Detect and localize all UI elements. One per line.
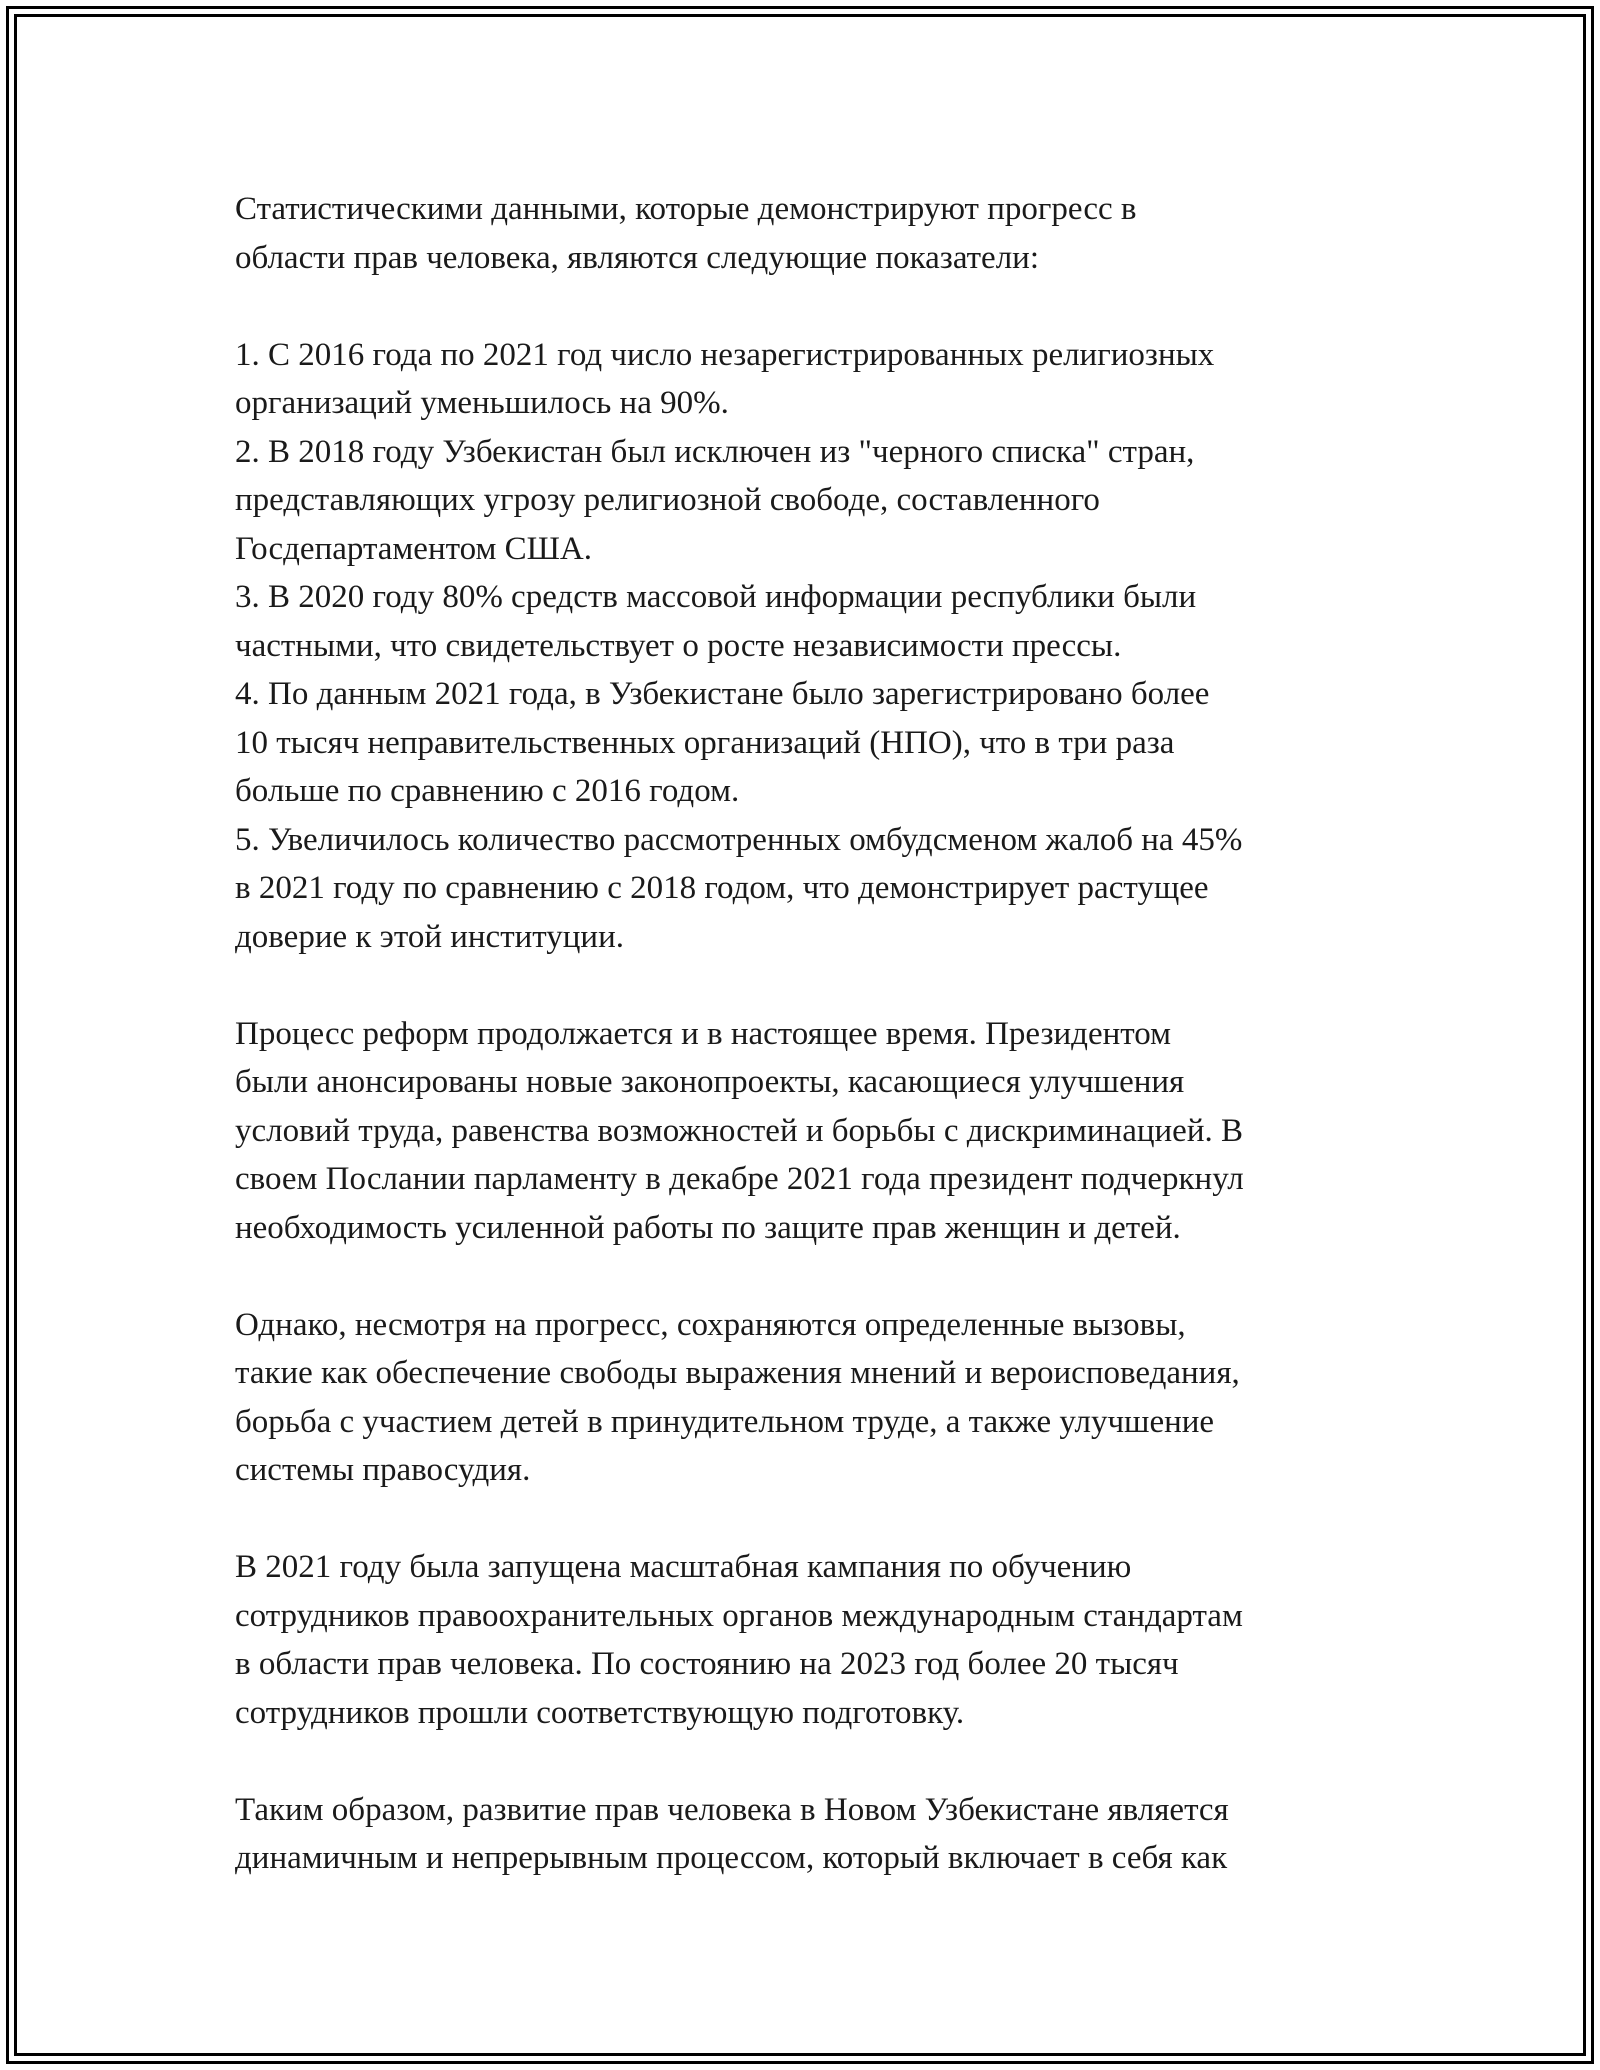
text-line: в 2021 году по сравнению с 2018 годом, что демонстрирует растущее [235, 870, 1209, 906]
text-line: такие как обеспечение свободы выражения мнений и вероисповедания, [235, 1355, 1240, 1391]
text-line: в области прав человека. По состоянию на 2023 год более 20 тысяч [235, 1646, 1179, 1682]
text-line: были анонсированы новые законопроекты, касающиеся улучшения [235, 1064, 1185, 1100]
text-line: Госдепартаментом США. [235, 530, 592, 567]
text-line: области прав человека, являются следующие показатели: [235, 239, 1039, 276]
list-item [235, 428, 1375, 574]
text-line: своем Послании парламенту в декабре 2021 года президент подчеркнул [235, 1161, 1244, 1197]
paragraph-intro [235, 185, 1375, 282]
text-line: больше по сравнению с 2016 годом. [235, 773, 740, 809]
text-line: 4. По данным 2021 года, в Узбекистане было зарегистрировано более [235, 676, 1210, 712]
text-line: Процесс реформ продолжается и в настоящее время. Президентом [235, 1015, 1171, 1052]
text-line: сотрудников прошли соответствующую подготовку. [235, 1694, 965, 1731]
text-line: организаций уменьшилось на 90%. [235, 385, 729, 421]
list-item [235, 573, 1375, 670]
text-line: 10 тысяч неправительственных организаций (НПО), что в три раза [235, 724, 1175, 761]
text-line: частными, что свидетельствует о росте независимости прессы. [235, 627, 1122, 664]
text-line: условий труда, равенства возможностей и борьбы с дискриминацией. В [235, 1112, 1243, 1149]
text-line: необходимость усиленной работы по защите прав женщин и детей. [235, 1209, 1181, 1246]
paragraph-spacer [235, 1495, 1375, 1544]
text-line: динамичным и непрерывным процессом, который включает в себя как [235, 1840, 1228, 1876]
list-item [235, 816, 1375, 962]
text-line: борьба с участием детей в принудительном труде, а также улучшение [235, 1403, 1215, 1440]
text-line: системы правосудия. [235, 1452, 531, 1488]
text-line: Однако, несмотря на прогресс, сохраняются определенные вызовы, [235, 1306, 1186, 1343]
text-line: Таким образом, развитие прав человека в Новом Узбекистане является [235, 1791, 1229, 1828]
text-line: 3. В 2020 году 80% средств массовой информации республики были [235, 579, 1197, 615]
paragraph-challenges [235, 1301, 1375, 1495]
text-line: 1. С 2016 года по 2021 год число незарегистрированных религиозных [235, 336, 1215, 373]
statistics-list [235, 331, 1375, 962]
text-line: сотрудников правоохранительных органов международным стандартам [235, 1597, 1243, 1634]
document-body [235, 185, 1375, 1883]
paragraph-conclusion [235, 1786, 1375, 1883]
text-line: 2. В 2018 году Узбекистан был исключен из "черного списка" стран, [235, 433, 1195, 470]
paragraph-spacer [235, 1252, 1375, 1301]
text-line: Статистическими данными, которые демонстрируют прогресс в [235, 191, 1137, 227]
list-item [235, 331, 1375, 428]
text-line: В 2021 году была запущена масштабная кампания по обучению [235, 1549, 1132, 1585]
paragraph-spacer [235, 282, 1375, 331]
text-line: доверие к этой институции. [235, 918, 624, 955]
list-item [235, 670, 1375, 816]
text-line: 5. Увеличилось количество рассмотренных омбудсменом жалоб на 45% [235, 821, 1243, 858]
paragraph-spacer [235, 1737, 1375, 1786]
paragraph-spacer [235, 961, 1375, 1010]
paragraph-training [235, 1543, 1375, 1737]
paragraph-reforms [235, 1010, 1375, 1253]
text-line: представляющих угрозу религиозной свободе, составленного [235, 482, 1100, 518]
